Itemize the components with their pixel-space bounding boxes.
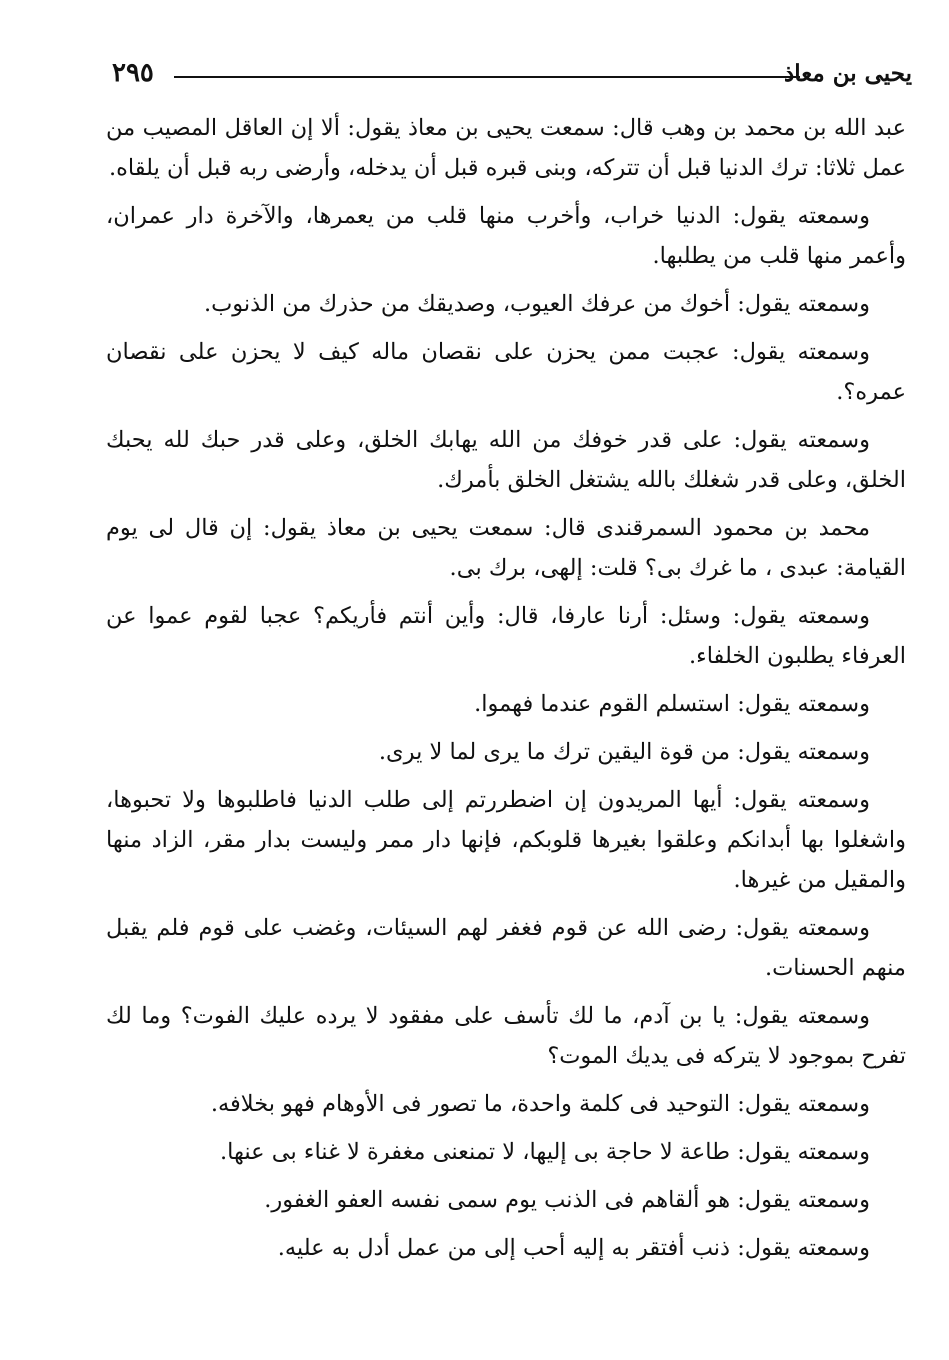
paragraph: وسمعته يقول: عجبت ممن يحزن على نقصان ماله كيف لا يحزن على نقصان عمره؟. — [106, 339, 906, 405]
paragraph: وسمعته يقول: من قوة اليقين ترك ما يرى لما لا يرى. — [378, 739, 870, 765]
paragraph: وسمعته يقول: أيها المريدون إن اضطررتم إلى طلب الدنيا فاطلبوها ولا تحبوها، واشغلوا بها أبدانكم وعلقوا بغيرها قلوبكم، فإنها دار ممر وليست بدار مقر، الزاد منها والمقيل من غيرها. — [106, 787, 906, 893]
paragraph: وسمعته يقول: أخوك من عرفك العيوب، وصديقك من حذرك من الذنوب. — [203, 291, 870, 317]
paragraph: عبد الله بن محمد بن وهب قال: سمعت يحيى بن معاذ يقول: ألا إن العاقل المصيب من عمل ثلاثا: ترك الدنيا قبل أن تتركه، وبنى قبره قبل أن يدخله، وأرضى ربه قبل أن يلقاه. — [106, 115, 906, 181]
paragraph: وسمعته يقول: على قدر خوفك من الله يهابك الخلق، وعلى قدر حبك لله يحبك الخلق، وعلى قدر شغلك بالله يشتغل الخلق بأمرك. — [106, 427, 906, 493]
paragraph: وسمعته يقول: رضى الله عن قوم فغفر لهم السيئات، وغضب على قوم فلم يقبل منهم الحسنات. — [106, 915, 906, 981]
running-head — [112, 58, 912, 94]
header-rule — [174, 76, 800, 78]
paragraph: وسمعته يقول: الدنيا خراب، وأخرب منها قلب من يعمرها، والآخرة دار عمران، وأعمر منها قلب من يطلبها. — [106, 203, 906, 269]
paragraph: وسمعته يقول: ذنب أفتقر به إليه أحب إلى من عمل أدل به عليه. — [277, 1235, 870, 1261]
paragraph: وسمعته يقول: هو ألقاهم فى الذنب يوم سمى نفسه العفو الغفور. — [264, 1187, 870, 1213]
paragraph: محمد بن محمود السمرقندى قال: سمعت يحيى بن معاذ يقول: إن قال لى يوم القيامة: عبدى ، ما غرك بى؟ قلت: إلهى، برك بى. — [106, 515, 906, 581]
paragraph: وسمعته يقول: وسئل: أرنا عارفا، قال: وأين أنتم فأريكم؟ عجبا لقوم عموا عن العرفاء يطلبون الخلفاء. — [106, 603, 906, 669]
page-number: ٢٩٥ — [112, 58, 154, 88]
paragraph: وسمعته يقول: استسلم القوم عندما فهموا. — [474, 691, 870, 717]
paragraph: وسمعته يقول: التوحيد فى كلمة واحدة، ما تصور فى الأوهام فهو بخلافه. — [210, 1091, 870, 1117]
body-text — [106, 108, 906, 1276]
paragraph: وسمعته يقول: طاعة لا حاجة بى إليها، لا تمنعنى مغفرة لا غناء بى عنها. — [219, 1139, 870, 1165]
paragraph: وسمعته يقول: يا بن آدم، ما لك تأسف على مفقود لا يرده عليك الفوت؟ وما لك تفرح بموجود لا يتركه فى يديك الموت؟ — [106, 1003, 906, 1069]
running-title: يحيى بن معاذ — [784, 60, 912, 87]
